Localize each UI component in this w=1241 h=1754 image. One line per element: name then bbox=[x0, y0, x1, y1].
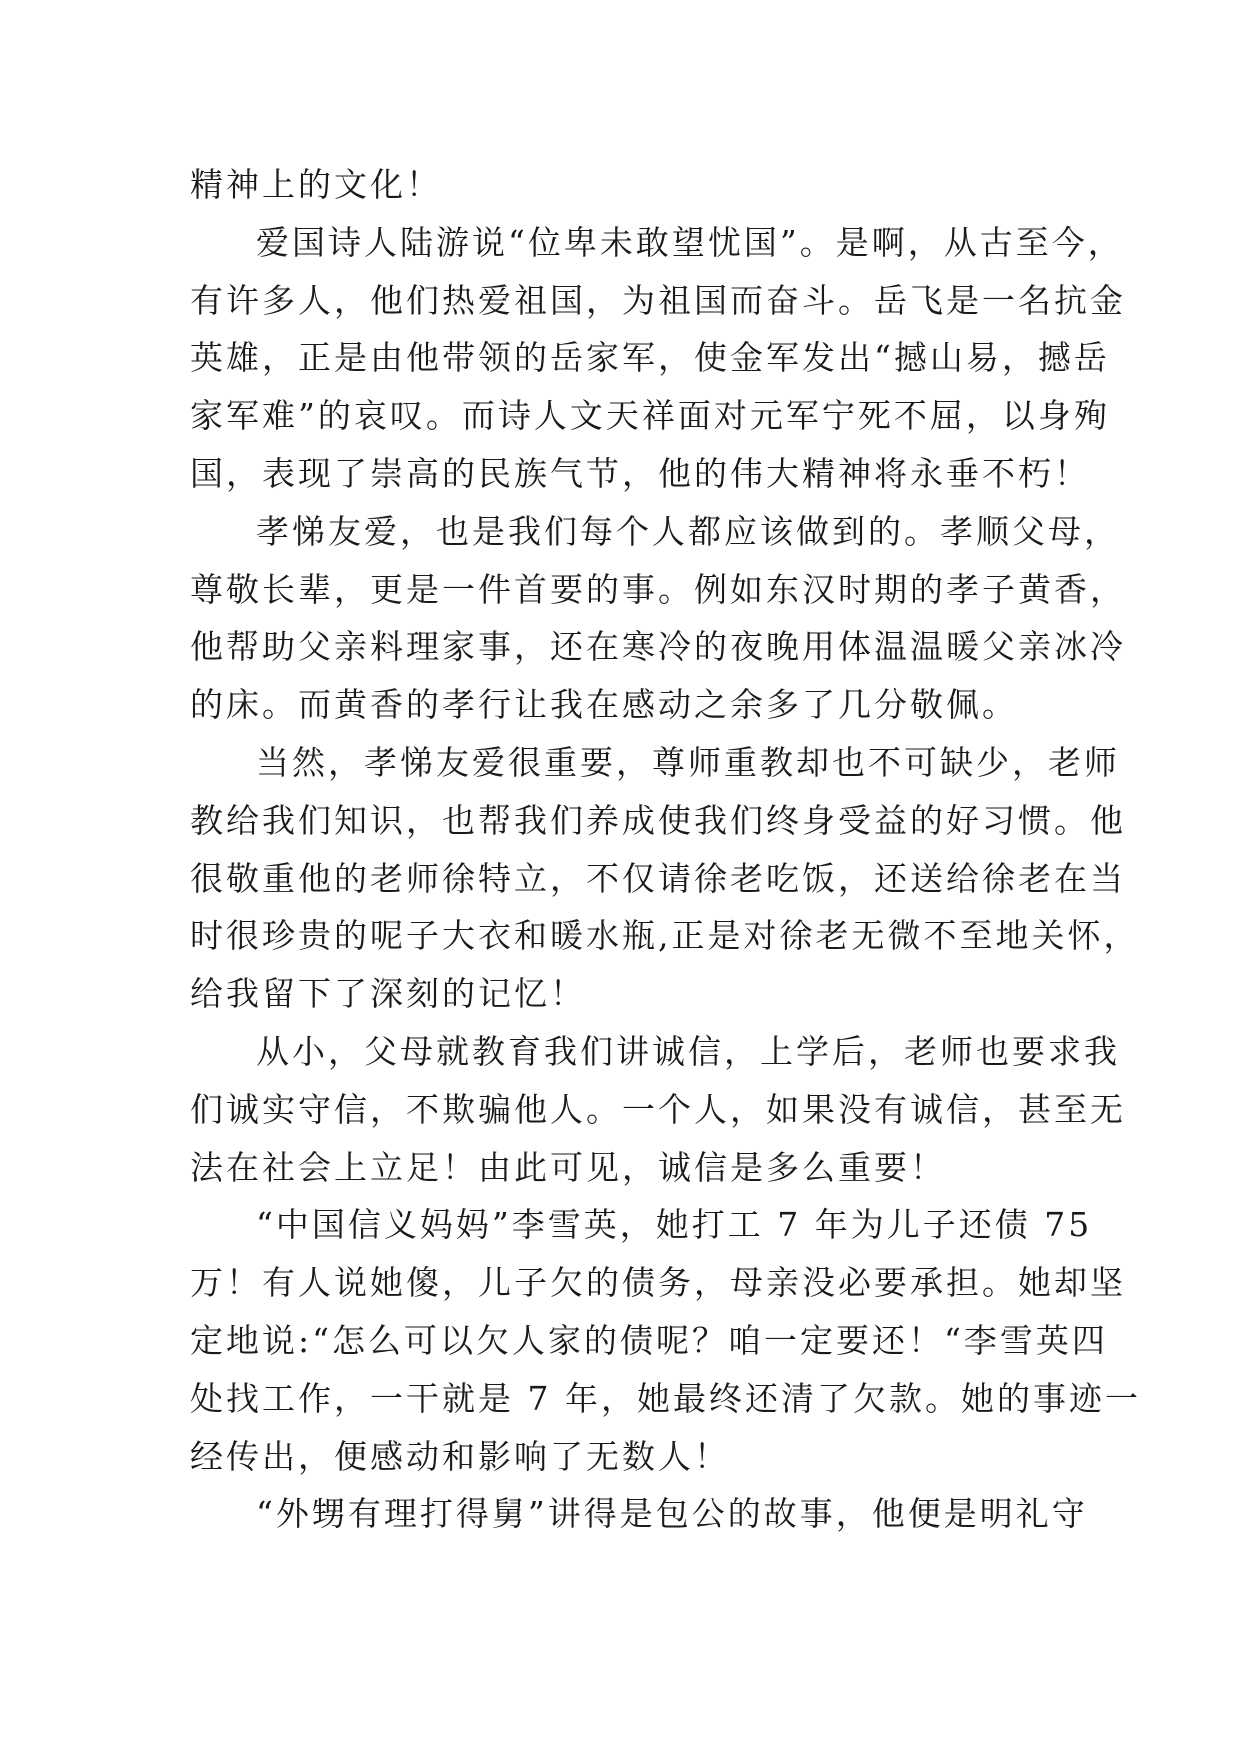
text-line: 定地说:“怎么可以欠人家的债呢？咱一定要还！“李雪英四 bbox=[190, 1320, 1108, 1360]
text-line: 经传出，便感动和影响了无数人！ bbox=[190, 1436, 730, 1476]
text-line: 英雄，正是由他带领的岳家军，使金军发出“撼山易，撼岳 bbox=[190, 338, 1110, 378]
text-line: 爱国诗人陆游说“位卑未敢望忧国”。是啊，从古至今， bbox=[256, 222, 1124, 262]
text-line: 家军难”的哀叹。而诗人文天祥面对元军宁死不屈，以身殉 bbox=[190, 396, 1110, 436]
text-line: “外甥有理打得舅”讲得是包公的故事，他便是明礼守 bbox=[256, 1494, 1088, 1534]
essay-text bbox=[190, 156, 1141, 1543]
text-line: 国，表现了崇高的民族气节，他的伟大精神将永垂不朽！ bbox=[190, 453, 1090, 493]
text-line: 很敬重他的老师徐特立，不仅请徐老吃饭，还送给徐老在当 bbox=[190, 858, 1126, 898]
text-line: 尊敬长辈，更是一件首要的事。例如东汉时期的孝子黄香， bbox=[190, 569, 1126, 609]
text-line: 有许多人，他们热爱祖国，为祖国而奋斗。岳飞是一名抗金 bbox=[190, 280, 1126, 320]
text-line: 他帮助父亲料理家事，还在寒冷的夜晚用体温温暖父亲冰冷 bbox=[190, 627, 1126, 667]
text-line: 孝悌友爱，也是我们每个人都应该做到的。孝顺父母， bbox=[256, 511, 1120, 551]
text-line: 们诚实守信，不欺骗他人。一个人，如果没有诚信，甚至无 bbox=[190, 1089, 1126, 1129]
text-line: 精神上的文化！ bbox=[190, 165, 442, 204]
text-line: 法在社会上立足！由此可见，诚信是多么重要！ bbox=[190, 1147, 946, 1187]
text-line: 万！有人说她傻，儿子欠的债务，母亲没必要承担。她却坚 bbox=[190, 1263, 1126, 1303]
text-line: 教给我们知识，也帮我们养成使我们终身受益的好习惯。他 bbox=[190, 800, 1126, 840]
text-line: 处找工作，一干就是 7 年，她最终还清了欠款。她的事迹一 bbox=[190, 1378, 1141, 1418]
text-line: 从小，父母就教育我们讲诚信，上学后，老师也要求我 bbox=[256, 1031, 1120, 1071]
text-line: 的床。而黄香的孝行让我在感动之余多了几分敬佩。 bbox=[190, 685, 1018, 725]
text-line: 当然，孝悌友爱很重要，尊师重教却也不可缺少，老师 bbox=[256, 742, 1120, 782]
text-line: “中国信义妈妈”李雪英，她打工 7 年为儿子还债 75 bbox=[256, 1205, 1093, 1245]
text-line: 给我留下了深刻的记忆！ bbox=[190, 974, 586, 1014]
text-line: 时很珍贵的呢子大衣和暖水瓶,正是对徐老无微不至地关怀， bbox=[190, 916, 1140, 956]
